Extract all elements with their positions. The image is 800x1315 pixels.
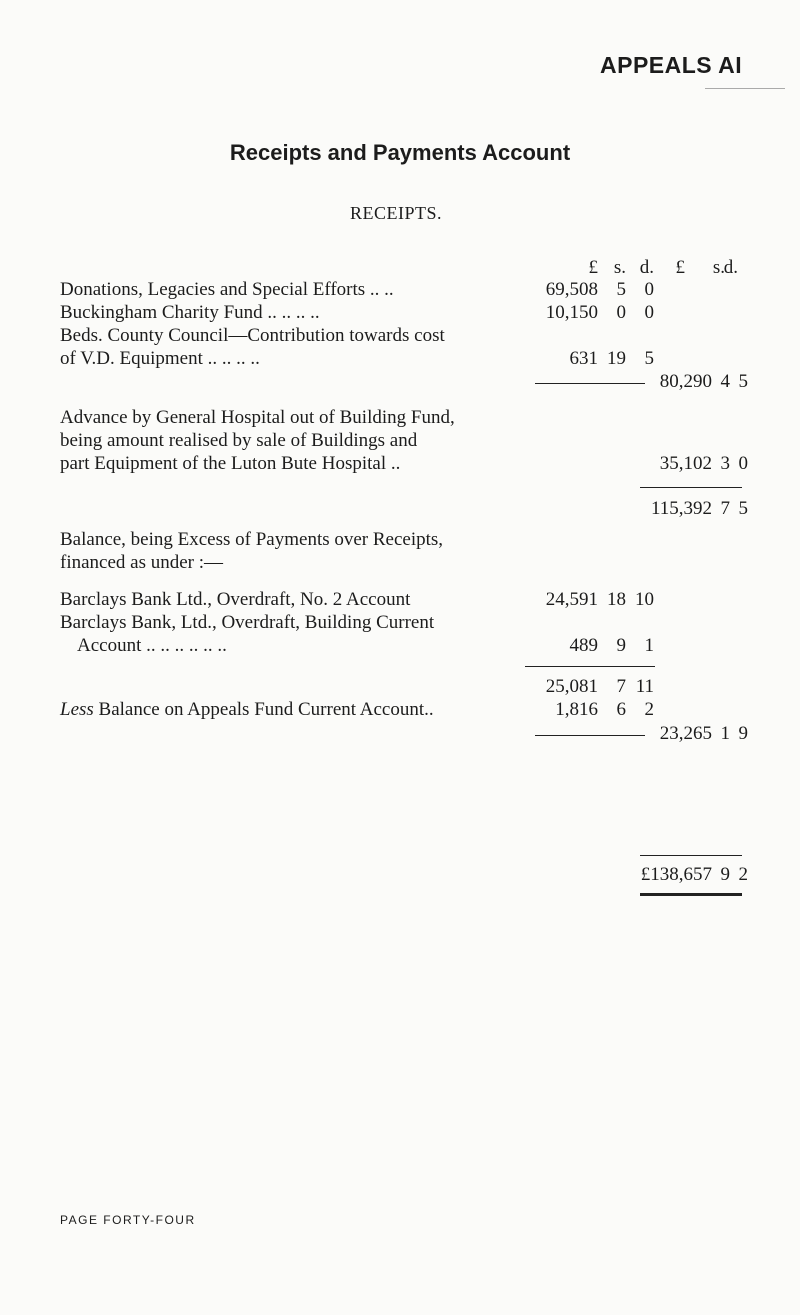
- col-header-pounds-1: £: [588, 257, 598, 278]
- overdraft-building-label-line-1: Barclays Bank, Ltd., Overdraft, Building Current: [60, 612, 435, 633]
- beds-pounds: 631: [569, 348, 598, 369]
- grand-total-pence: 2: [738, 864, 748, 885]
- grand-total-pounds: £138,657: [640, 864, 712, 885]
- less-pounds: 1,816: [555, 699, 598, 720]
- section-heading: RECEIPTS.: [350, 203, 443, 223]
- subtotal-2-pounds: 115,392: [650, 498, 712, 519]
- donations-label: Donations, Legacies and Special Efforts .. ..: [60, 279, 394, 300]
- beds-label-line-1: Beds. County Council—Contribution towards cost: [60, 325, 445, 346]
- subtotal-2-pence: 5: [738, 498, 748, 519]
- less-shillings: 6: [616, 699, 626, 720]
- balance-label-line-2: financed as under :—: [60, 552, 224, 573]
- advance-label-line-1: Advance by General Hospital out of Building Fund,: [60, 407, 455, 428]
- subtotal-1-pounds: 80,290: [659, 371, 712, 392]
- net-pence: 9: [738, 723, 748, 744]
- overdraft-building-label-line-2: Account .. .. .. .. .. ..: [77, 635, 227, 656]
- beds-label-line-2: of V.D. Equipment .. .. .. ..: [60, 348, 260, 369]
- balance-label-line-1: Balance, being Excess of Payments over Receipts,: [60, 529, 444, 550]
- donations-pounds: 69,508: [545, 279, 598, 300]
- grand-total-shillings: 9: [720, 864, 730, 885]
- col-header-shillings-1: s.: [613, 257, 626, 278]
- subtotal-2-shillings: 7: [720, 498, 730, 519]
- overdraft-building-pence: 1: [644, 635, 654, 656]
- col-header-pence-1: d.: [639, 257, 654, 278]
- sum-pence: 11: [635, 676, 654, 697]
- beds-shillings: 19: [607, 348, 626, 369]
- sum-rule: [525, 666, 655, 667]
- donations-shillings: 5: [616, 279, 626, 300]
- sum-shillings: 7: [616, 676, 626, 697]
- col-header-shillings-2: s.: [712, 257, 725, 278]
- subtotal-1-shillings: 4: [720, 371, 730, 392]
- buckingham-pence: 0: [644, 302, 654, 323]
- buckingham-label: Buckingham Charity Fund .. .. .. ..: [60, 302, 320, 323]
- running-header: APPEALS AI: [600, 52, 743, 78]
- page-footer: PAGE FORTY-FOUR: [60, 1213, 196, 1227]
- overdraft-2-label: Barclays Bank Ltd., Overdraft, No. 2 Account: [60, 589, 411, 610]
- beds-pence: 5: [644, 348, 654, 369]
- buckingham-shillings: 0: [616, 302, 626, 323]
- overdraft-building-pounds: 489: [569, 635, 598, 656]
- net-shillings: 1: [720, 723, 730, 744]
- grand-total-rule-top: [640, 855, 742, 856]
- col-header-pence-2: d.: [723, 257, 738, 278]
- subtotal-1-pence: 5: [738, 371, 748, 392]
- less-label: [60, 699, 434, 721]
- overdraft-building-shillings: 9: [616, 635, 626, 656]
- less-label-text: Balance on Appeals Fund Current Account..: [93, 699, 434, 720]
- advance-label-line-2: being amount realised by sale of Buildings and: [60, 430, 418, 451]
- grand-total-double-rule: [640, 893, 742, 896]
- net-pounds: 23,265: [659, 723, 712, 744]
- advance-pounds: 35,102: [659, 453, 712, 474]
- sum-pounds: 25,081: [545, 676, 598, 697]
- donations-pence: 0: [644, 279, 654, 300]
- advance-pence: 0: [738, 453, 748, 474]
- col-header-pounds-2: £: [675, 257, 685, 278]
- net-rule: [535, 735, 645, 736]
- header-rule: [705, 88, 785, 89]
- overdraft-2-shillings: 18: [607, 589, 626, 610]
- buckingham-pounds: 10,150: [545, 302, 598, 323]
- less-pence: 2: [644, 699, 654, 720]
- overdraft-2-pounds: 24,591: [545, 589, 598, 610]
- less-label-emphasis: Less: [60, 699, 94, 720]
- subtotal-1-rule: [535, 383, 645, 384]
- page-title: Receipts and Payments Account: [229, 140, 571, 165]
- advance-label-line-3: part Equipment of the Luton Bute Hospital ..: [60, 453, 401, 474]
- advance-shillings: 3: [720, 453, 730, 474]
- overdraft-2-pence: 10: [635, 589, 654, 610]
- subtotal-2-rule: [640, 487, 742, 488]
